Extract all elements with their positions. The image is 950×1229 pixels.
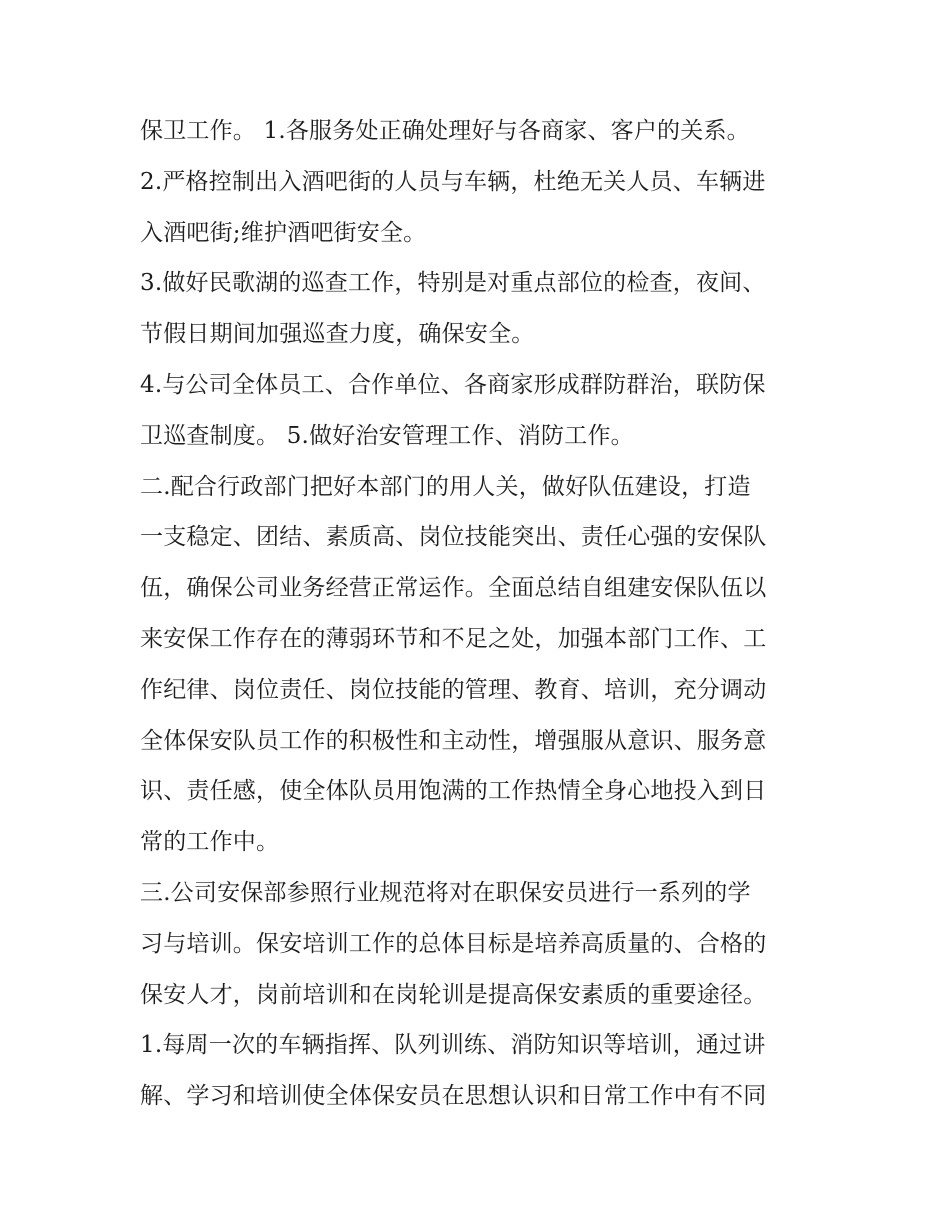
text-line: 习与培训。保安培训工作的总体目标是培养高质量的、合格的 [140, 930, 767, 957]
document-body [140, 106, 820, 1122]
text-line: 来安保工作存在的薄弱环节和不足之处，加强本部门工作、工 [140, 625, 767, 652]
text-line: 4.与公司全体员工、合作单位、各商家形成群防群治，联防保 [140, 371, 766, 398]
text-line: 节假日期间加强巡查力度，确保安全。 [140, 321, 535, 348]
text-line: 作纪律、岗位责任、岗位技能的管理、教育、培训，充分调动 [140, 676, 767, 703]
text-line: 二.配合行政部门把好本部门的用人关，做好队伍建设，打造 [140, 473, 751, 500]
text-line: 保卫工作。 1.各服务处正确处理好与各商家、客户的关系。 [140, 118, 750, 144]
text-line: 识、责任感，使全体队员用饱满的工作热情全身心地投入到日 [140, 778, 767, 805]
text-line: 2.严格控制出入酒吧街的人员与车辆，杜绝无关人员、车辆进 [140, 168, 766, 195]
text-line: 全体保安队员工作的积极性和主动性，增强服从意识、服务意 [140, 727, 767, 754]
text-line: 3.做好民歌湖的巡查工作，特别是对重点部位的检查，夜间、 [140, 270, 766, 297]
text-line: 常的工作中。 [140, 829, 280, 856]
text-line: 三.公司安保部参照行业规范将对在职保安员进行一系列的学 [140, 879, 751, 906]
text-line: 一支稳定、团结、素质高、岗位技能突出、责任心强的安保队 [140, 524, 767, 551]
text-line: 1.每周一次的车辆指挥、队列训练、消防知识等培训，通过讲 [140, 1032, 766, 1059]
text-line: 保安人才，岗前培训和在岗轮训是提高保安素质的重要途径。 [140, 981, 767, 1008]
text-line: 解、学习和培训使全体保安员在思想认识和日常工作中有不同 [140, 1083, 767, 1110]
text-line: 入酒吧街;维护酒吧街安全。 [140, 219, 427, 246]
text-line: 伍，确保公司业务经营正常运作。全面总结自组建安保队伍以 [140, 575, 767, 602]
text-line: 卫巡查制度。 5.做好治安管理工作、消防工作。 [140, 422, 634, 449]
